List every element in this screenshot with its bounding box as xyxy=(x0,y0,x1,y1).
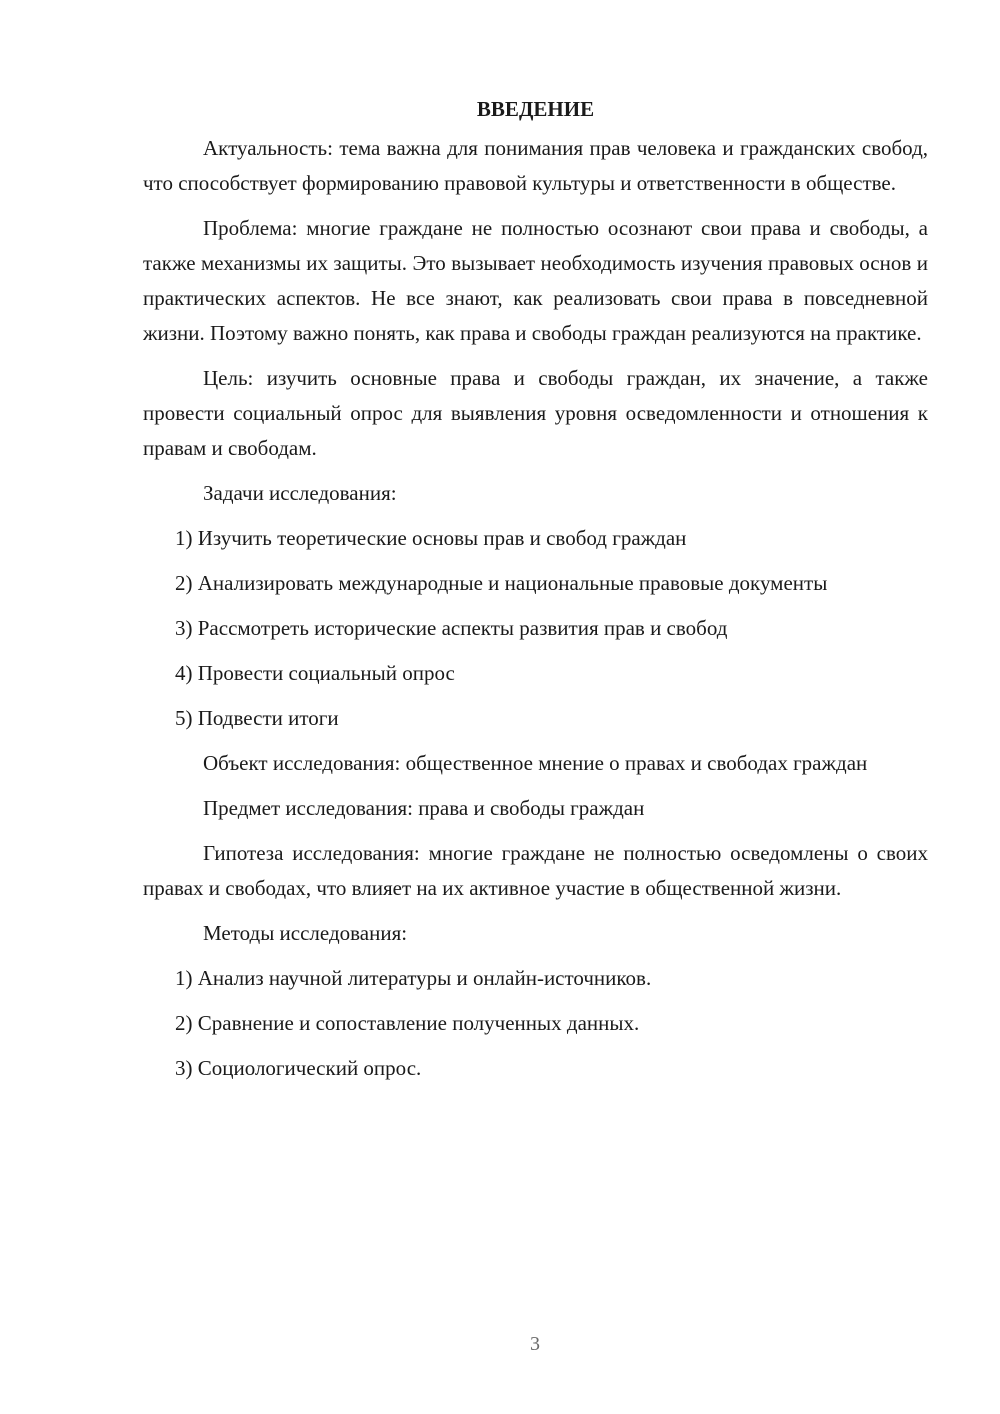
task-item: 5) Подвести итоги xyxy=(175,706,339,730)
page-number: 3 xyxy=(530,1333,540,1355)
task-item: 3) Рассмотреть исторические аспекты развития прав и свобод xyxy=(175,616,728,640)
task-item: 1) Изучить теоретические основы прав и свобод граждан xyxy=(175,526,687,550)
task-item: 2) Анализировать международные и национальные правовые документы xyxy=(175,571,828,595)
section-heading: ВВЕДЕНИЕ xyxy=(476,97,595,121)
document-page xyxy=(143,92,928,1096)
tasks-title: Задачи исследования: xyxy=(203,481,397,505)
method-item: 3) Социологический опрос. xyxy=(175,1056,422,1080)
goal-paragraph: Цель: изучить основные права и свободы граждан, их значение, а также провести социальный опрос для выявления уровня осведомленности и отношения к правам и свободам. xyxy=(143,366,928,460)
task-item: 4) Провести социальный опрос xyxy=(175,661,455,685)
method-item: 2) Сравнение и сопоставление полученных данных. xyxy=(175,1011,640,1035)
problem-paragraph: Проблема: многие граждане не полностью осознают свои права и свободы, а также механизмы их защиты. Это вызывает необходимость изучения правовых основ и практических аспектов. Не все знают, как реализовать свои права в повседневной жизни. Поэтому важно понять, как права и свободы граждан реализуются на практике. xyxy=(143,216,928,345)
subject-paragraph: Предмет исследования: права и свободы граждан xyxy=(203,796,645,820)
object-paragraph: Объект исследования: общественное мнение о правах и свободах граждан xyxy=(203,751,868,775)
hypothesis-paragraph: Гипотеза исследования: многие граждане не полностью осведомлены о своих правах и свободах, что влияет на их активное участие в общественной жизни. xyxy=(143,841,928,900)
method-item: 1) Анализ научной литературы и онлайн-источников. xyxy=(175,966,652,990)
relevance-paragraph: Актуальность: тема важна для понимания прав человека и гражданских свобод, что способствует формированию правовой культуры и ответственности в обществе. xyxy=(143,136,928,195)
methods-title: Методы исследования: xyxy=(203,921,408,945)
